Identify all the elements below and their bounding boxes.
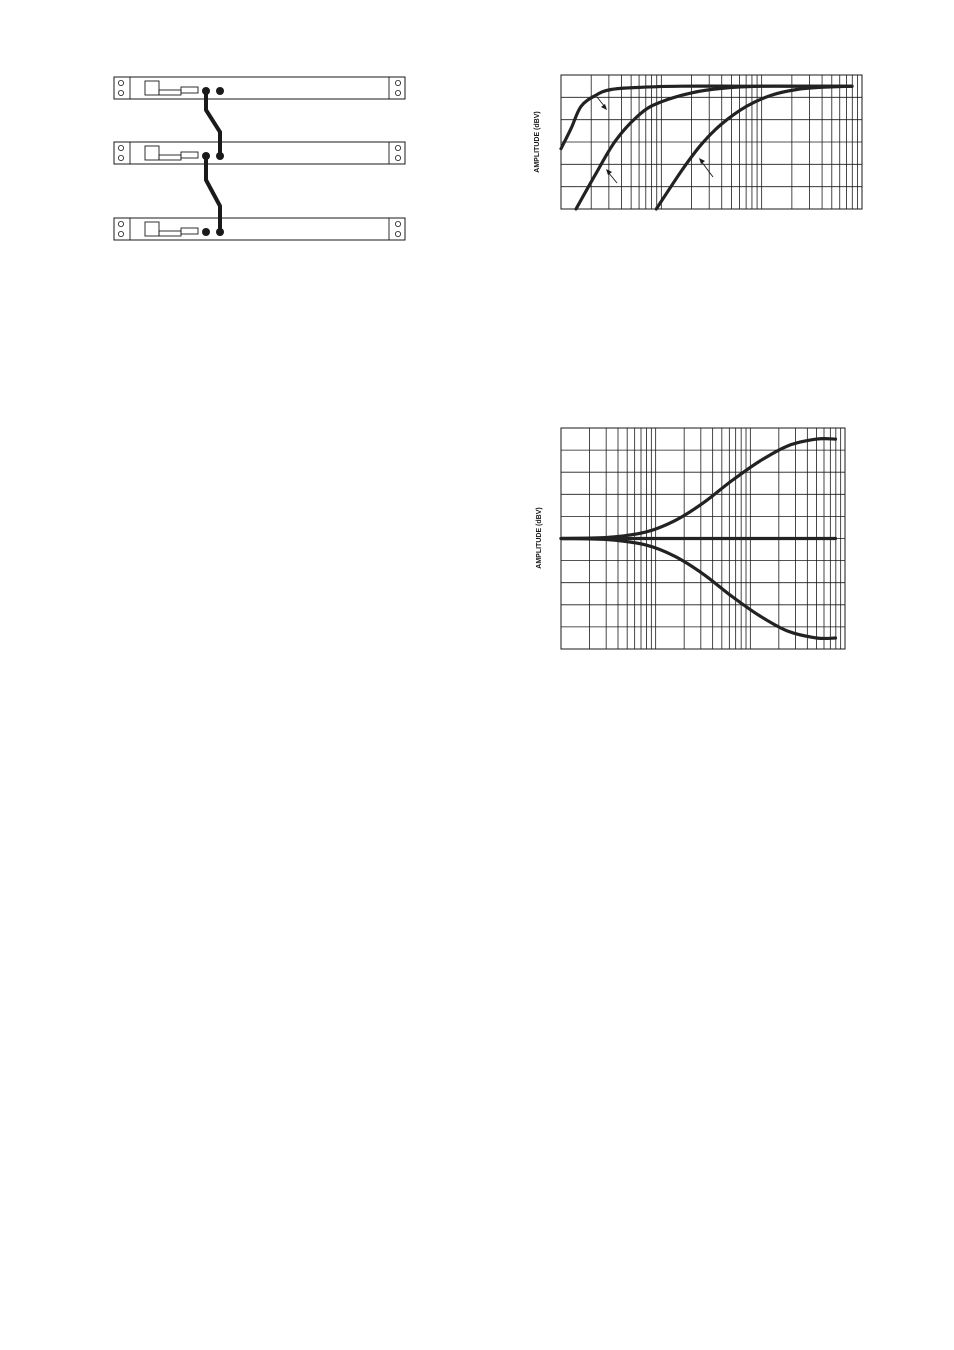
- rack-unit-1: [114, 77, 405, 99]
- rack-screw-hole: [395, 221, 400, 226]
- chart-top-grid: [561, 75, 862, 209]
- rack-panel: [114, 77, 405, 99]
- chart-bottom-series-1: [561, 439, 836, 539]
- rack-screw-hole: [118, 145, 123, 150]
- rack-screw-hole: [118, 80, 123, 85]
- rack-screw-hole: [395, 80, 400, 85]
- chart-bottom: [536, 428, 845, 649]
- rack-panel: [114, 218, 405, 240]
- rack-screw-hole: [118, 155, 123, 160]
- chart-top-ylabel: AMPLITUDE (dBV): [534, 111, 541, 173]
- link-jack-b: [216, 87, 224, 95]
- rack-unit-2: [114, 142, 405, 164]
- chart-top: [534, 75, 862, 209]
- rack-screw-hole: [118, 231, 123, 236]
- rack-screw-hole: [395, 145, 400, 150]
- link-jack-a: [202, 228, 210, 236]
- rack-linking-diagram: [114, 77, 405, 240]
- rack-screw-hole: [395, 90, 400, 95]
- chart-bottom-ylabel: AMPLITUDE (dBV): [536, 507, 543, 569]
- rack-unit-3: [114, 218, 405, 240]
- annotation-arrow-3: [701, 161, 713, 177]
- rack-screw-hole: [118, 221, 123, 226]
- rack-screw-hole: [395, 155, 400, 160]
- annotation-arrow-3-head: [699, 158, 705, 164]
- chart-bottom-series: [561, 439, 836, 639]
- rack-screw-hole: [395, 231, 400, 236]
- chart-top-series-2: [576, 86, 852, 209]
- chart-bottom-series-3: [561, 539, 836, 639]
- rack-screw-hole: [118, 90, 123, 95]
- chart-top-series-3: [656, 86, 852, 209]
- annotation-arrow-1-head: [601, 104, 607, 110]
- rack-panel: [114, 142, 405, 164]
